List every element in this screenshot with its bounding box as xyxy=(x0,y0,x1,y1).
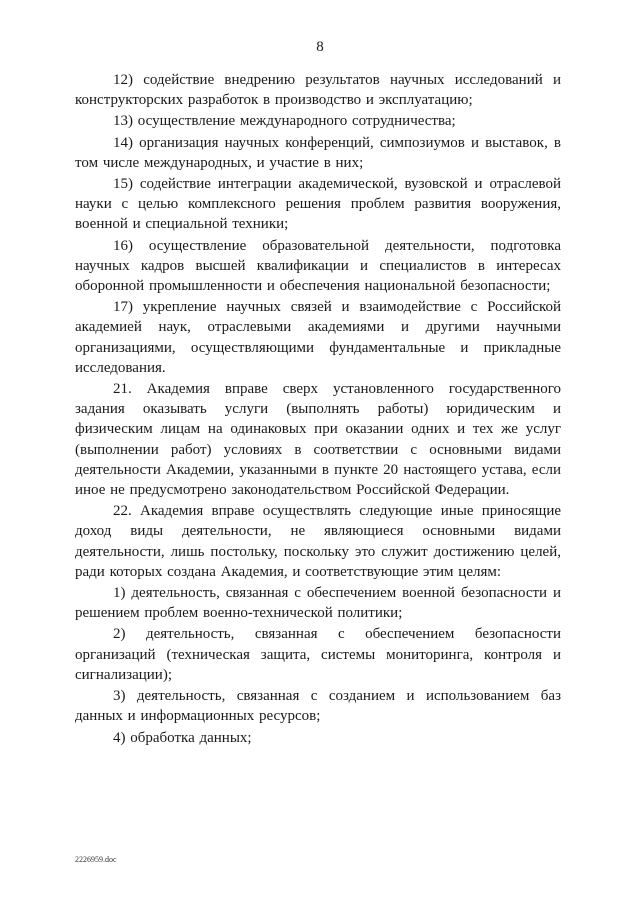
document-body xyxy=(75,70,561,749)
paragraph-item-13: 13) осуществление международного сотрудничества; xyxy=(113,113,456,130)
paragraph-subitem-4: 4) обработка данных; xyxy=(113,729,252,746)
paragraph-clause-21: 21. Академия вправе сверх установленного государственного задания оказывать услуги (выполнять работы) юридическим и физическим лицам на одинаковых при оказании одних и тех же услуг (выполнении работ) условиях в соответствии с основными видами деятельности Академии, указанными в пункте 20 настоящего устава, если иное не предусмотрено законодательством Российской Федерации. xyxy=(75,381,561,499)
paragraph-item-17: 17) укрепление научных связей и взаимодействие с Российской академией наук, отраслевыми академиями и другими научными организациями, осуществляющими фундаментальные и прикладные исследования. xyxy=(75,299,561,376)
paragraph-item-15: 15) содействие интеграции академической, вузовской и отраслевой науки с целью комплексного решения проблем развития вооружения, военной и специальной техники; xyxy=(75,176,561,233)
paragraph-clause-22: 22. Академия вправе осуществлять следующие иные приносящие доход виды деятельности, не являющиеся основными видами деятельности, лишь постольку, поскольку это служит достижению целей, ради которых создана Академия, и соответствующие этим целям: xyxy=(75,503,561,580)
paragraph-subitem-3: 3) деятельность, связанная с созданием и использованием баз данных и информационных ресурсов; xyxy=(75,688,561,725)
page-number: 8 xyxy=(316,39,324,55)
paragraph-item-16: 16) осуществление образовательной деятельности, подготовка научных кадров высшей квалификации и специалистов в интересах оборонной промышленности и обеспечения национальной безопасности; xyxy=(75,237,561,295)
paragraph-subitem-1: 1) деятельность, связанная с обеспечением военной безопасности и решением проблем военно-технической политики; xyxy=(75,585,561,622)
paragraph-item-14: 14) организация научных конференций, симпозиумов и выставок, в том числе международных, и участие в них; xyxy=(75,134,561,171)
paragraph-subitem-2: 2) деятельность, связанная с обеспечением безопасности организаций (техническая защита, системы мониторинга, контроля и сигнализации); xyxy=(75,626,561,683)
paragraph-item-12: 12) содействие внедрению результатов научных исследований и конструкторских разработок в производство и эксплуатацию; xyxy=(75,72,561,109)
footer-filename: 2226959.doc xyxy=(75,855,117,864)
